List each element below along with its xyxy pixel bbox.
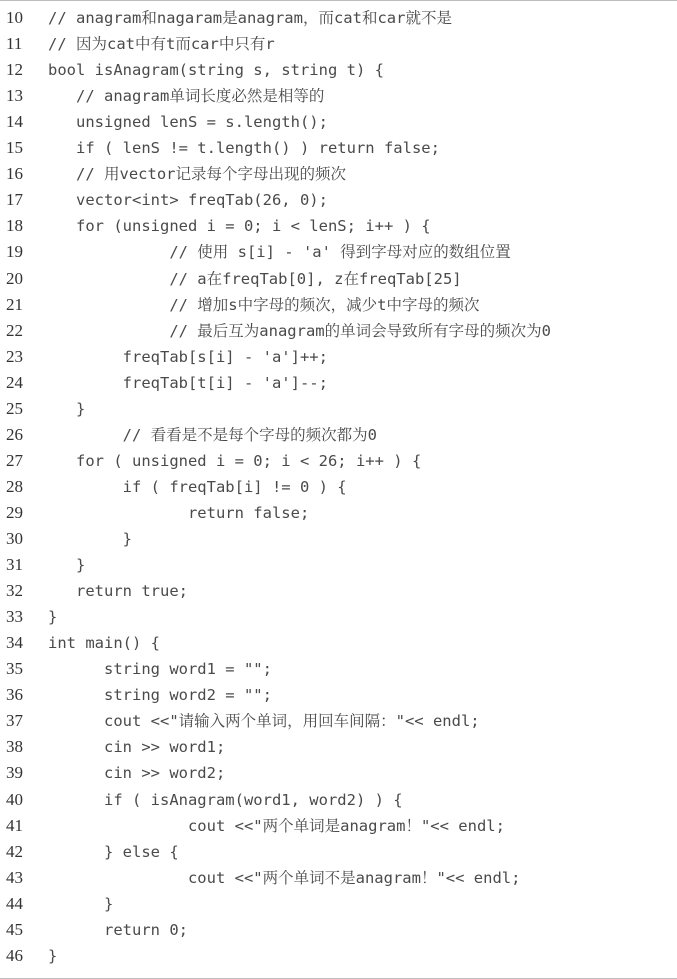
line-number: 23 [6,346,23,366]
code-text: string word2 = ""; [48,686,272,705]
line-number: 42 [6,841,23,861]
line-number: 19 [6,242,23,262]
code-text: freqTab[t[i] - 'a']--; [48,373,328,392]
code-text: vector<int> freqTab(26, 0); [48,191,328,210]
line-number: 11 [6,34,23,54]
line-number: 21 [6,294,23,314]
code-text: int main() { [48,634,160,653]
code-text: cout <<"两个单词是anagram！"<< endl; [48,816,505,835]
line-number: 34 [6,633,23,653]
line-number: 44 [6,893,23,913]
code-text: if ( freqTab[i] != 0 ) { [48,477,347,496]
code-text: unsigned lenS = s.length(); [48,113,328,132]
code-text: bool isAnagram(string s, string t) { [48,61,384,80]
code-text: return 0; [48,920,188,939]
line-number: 14 [6,112,23,132]
code-text: } else { [48,842,179,861]
line-number: 16 [6,164,23,184]
code-text: // anagram和nagaram是anagram，而cat和car就不是 [48,9,452,27]
code-text: cout <<"请输入两个单词，用回车间隔："<< endl; [48,712,480,731]
code-text: // 最后互为anagram的单词会导致所有字母的频次为0 [48,321,551,340]
line-number: 45 [6,919,23,939]
line-number: 33 [6,607,23,627]
line-number: 43 [6,867,23,887]
code-text: // 因为cat中有t而car中只有r [48,35,275,54]
line-number: 30 [6,529,23,548]
line-number: 37 [6,711,23,731]
code-text: // 增加s中字母的频次，减少t中字母的频次 [48,295,480,314]
line-number: 15 [6,138,23,158]
code-text: } [48,556,86,575]
line-number: 17 [6,190,23,210]
line-number: 35 [6,659,23,679]
code-text: cout <<"两个单词不是anagram！"<< endl; [48,868,521,887]
code-text: } [48,894,114,913]
line-number: 24 [6,372,23,392]
code-text: freqTab[s[i] - 'a']++; [48,347,328,366]
code-text: string word1 = ""; [48,660,272,679]
line-number: 31 [6,555,23,575]
code-text: } [48,530,132,548]
code-text: // 用vector记录每个字母出现的频次 [48,165,346,184]
code-text: // 看看是不是每个字母的频次都为0 [48,425,377,444]
line-number: 10 [6,8,23,27]
code-text: } [48,399,86,418]
code-text: for (unsigned i = 0; i < lenS; i++ ) { [48,217,431,236]
code-text: // 使用 s[i] - 'a' 得到字母对应的数组位置 [48,243,511,262]
line-number: 26 [6,424,23,444]
line-number: 28 [6,476,23,496]
line-number: 36 [6,685,23,705]
line-number: 18 [6,216,23,236]
line-number: 25 [6,398,23,418]
code-text: } [48,946,58,965]
line-number: 46 [6,945,23,965]
line-number: 22 [6,320,23,340]
line-number: 27 [6,450,23,470]
line-number: 38 [6,737,23,757]
line-number: 39 [6,763,23,783]
code-text: } [48,608,58,627]
code-text: // a在freqTab[0], z在freqTab[25] [48,269,462,288]
code-text: if ( lenS != t.length() ) return false; [48,139,440,158]
line-number: 12 [6,60,23,80]
line-number: 32 [6,581,23,601]
code-text: // anagram单词长度必然是相等的 [48,87,325,106]
line-number: 13 [6,86,23,106]
line-number: 41 [6,815,23,835]
line-number: 29 [6,502,23,522]
code-text: if ( isAnagram(word1, word2) ) { [48,790,403,809]
code-text: cin >> word1; [48,738,226,757]
code-text: return false; [48,503,310,522]
code-text: cin >> word2; [48,764,226,783]
line-number: 20 [6,268,23,288]
code-text: for ( unsigned i = 0; i < 26; i++ ) { [48,451,422,470]
code-text: return true; [48,582,188,601]
line-number: 40 [6,789,23,809]
